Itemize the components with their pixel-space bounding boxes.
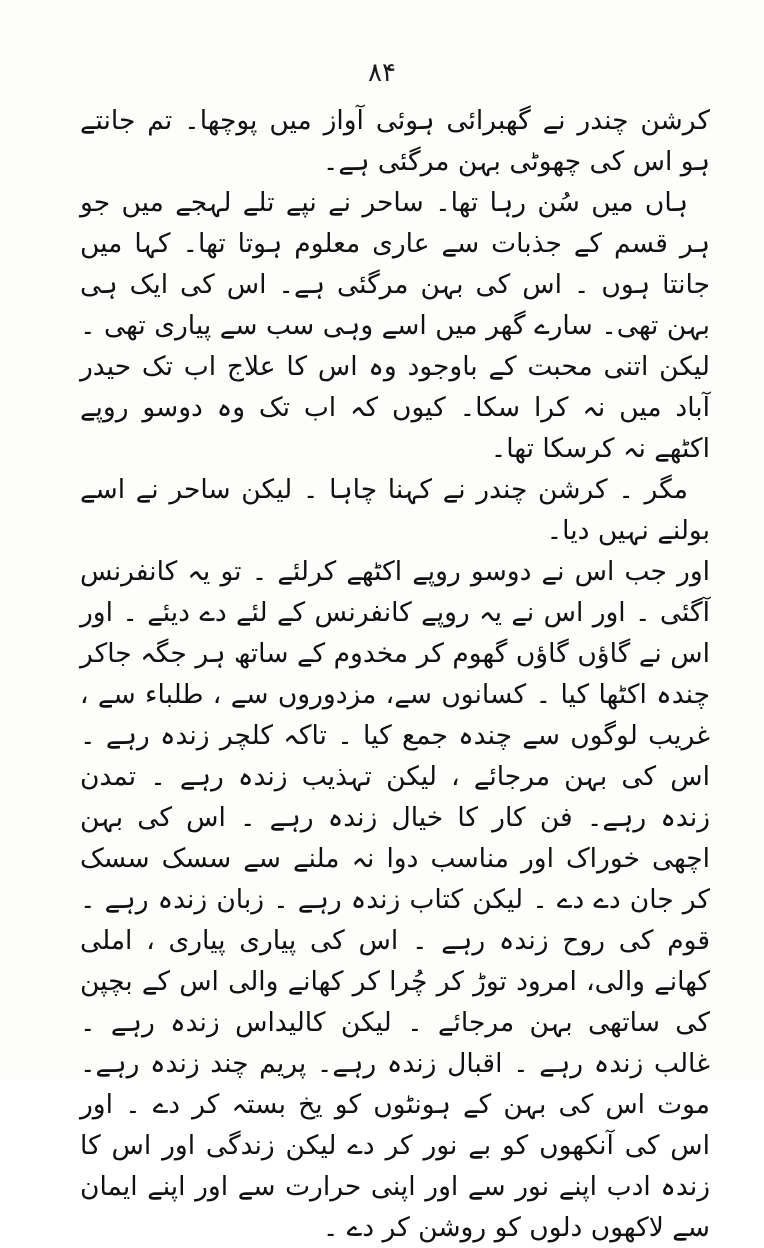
paragraph: ہاں میں سُن رہا تھا۔ ساحر نے نپے تلے لہجے میں جو ہر قسم کے جذبات سے عاری معلوم ہوتا تھا۔ کہا میں جانتا ہوں ۔ اس کی بہن مرگئی ہے۔ اس کی ایک ہی بہن تھی۔ سارے گھر میں اسے وہی سب سے پیاری تھی ۔ لیکن اتنی محبت کے باوجود وہ اس کا علاج اب تک حیدر آباد میں نہ کرا سکا۔ کیوں کہ اب تک وہ دوسو روپے اکٹھے نہ کرسکا تھا۔ (80, 187, 710, 464)
page-body (80, 100, 710, 1248)
page-number: ۸۴ (368, 58, 396, 88)
paragraph: اور جب اس نے دوسو روپے اکٹھے کرلئے ۔ تو یہ کانفرنس آگئی ۔ اور اس نے یہ روپے کانفرنس کے لئے دے دیئے ۔ اور اس نے گاؤں گاؤں گھوم کر مخدوم کے ساتھ ہر جگہ جاکر چندہ اکٹھا کیا ۔ کسانوں سے، مزدوروں سے ، طلباء سے ، غریب لوگوں سے چندہ جمع کیا ۔ تاکہ کلچر زندہ رہے ۔ اس کی بہن مرجائے ، لیکن تہذیب زندہ رہے ۔ تمدن زندہ رہے۔ فن کار کا خیال زندہ رہے ۔ اس کی بہن اچھی خوراک اور مناسب دوا نہ ملنے سے سسک سسک کر جان دے دے ۔ لیکن کتاب زندہ رہے ۔ زبان زندہ رہے ۔ قوم کی روح زندہ رہے ۔ اس کی پیاری پیاری ، املی کھانے والی، امرود توڑ کر چُرا کر کھانے والی اس کے بچپن کی ساتھی بہن مرجائے ۔ لیکن کالیداس زندہ رہے ۔ غالب زندہ رہے ۔ اقبال زندہ رہے۔ پریم چند زندہ رہے۔ موت اس کی بہن کے ہونٹوں کو یخ بستہ کر دے ۔ اور اس کی آنکھوں کو بے نور کر دے لیکن زندگی اور اس کا زندہ ادب اپنے نور سے اور اپنی حرارت سے اور اپنے ایمان سے لاکھوں دلوں کو روشن کر دے ۔ (80, 556, 710, 1243)
paragraph: کرشن چندر نے گھبرائی ہوئی آواز میں پوچھا۔ تم جانتے ہو اس کی چھوٹی بہن مرگئی ہے۔ (80, 105, 710, 177)
paragraph: مگر ۔ کرشن چندر نے کہنا چاہا ۔ لیکن ساحر نے اسے بولنے نہیں دیا۔ (80, 474, 710, 546)
